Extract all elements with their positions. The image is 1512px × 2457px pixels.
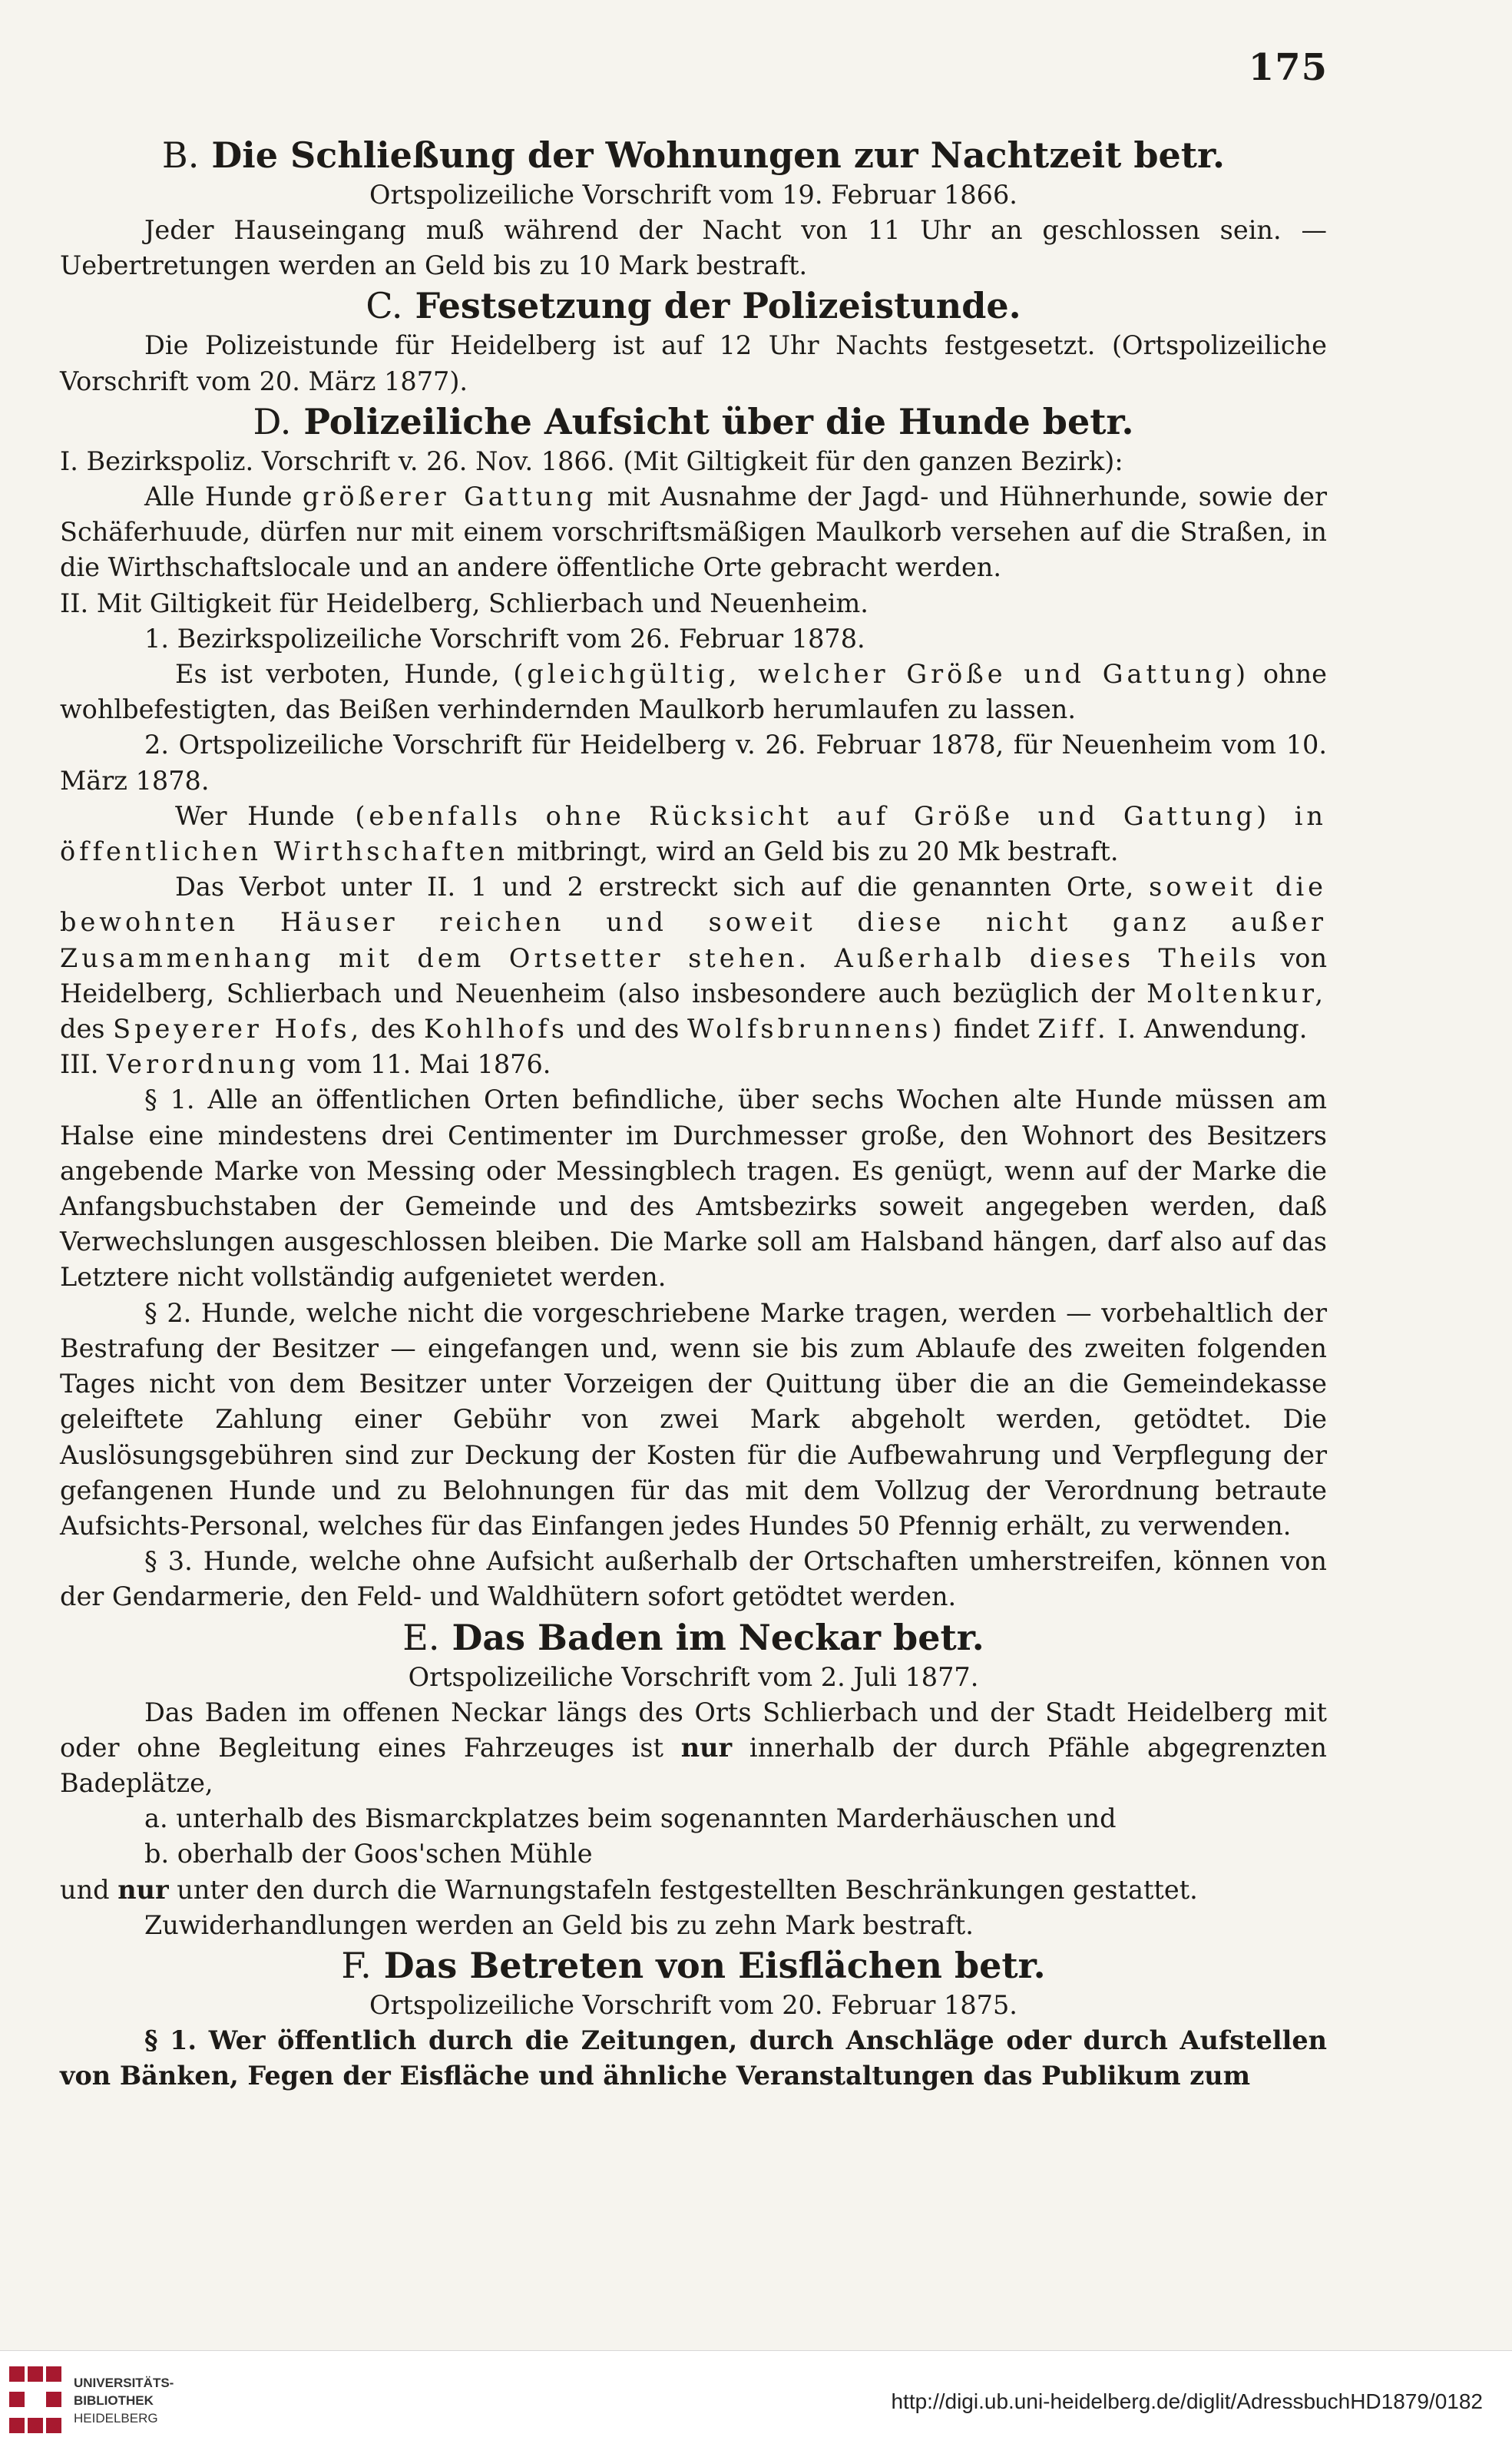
section-e-item-a: a. unterhalb des Bismarckplatzes beim sogenannten Marderhäuschen und	[144, 1803, 1117, 1834]
section-d-i-body	[60, 479, 1327, 586]
section-f-heading	[60, 1943, 1327, 1988]
section-c-letter: C.	[366, 285, 403, 327]
section-e-paragraph-2	[60, 1873, 1327, 1908]
page-number: 175	[1248, 46, 1328, 89]
section-e-paragraph-1	[60, 1695, 1327, 1802]
section-e-heading	[60, 1615, 1327, 1660]
e-p1-text-b: innerhalb der durch Pfähle abgegrenzten Badeplätze,	[60, 1732, 1328, 1798]
e-p1-text-a: Das Baden im offenen Neckar längs des Orts Schlierbach und der Stadt Heidelberg mit oder ohne Begleitung eines Fahrzeuges ist	[60, 1697, 1327, 1763]
d-ii1-text-b: ohne wohlbefestigten, das Beißen verhindernden Maulkorb herumlaufen zu lassen.	[60, 659, 1327, 725]
section-b-heading	[60, 133, 1327, 177]
section-d-i-heading: I. Bezirkspoliz. Vorschrift v. 26. Nov. 1866. (Mit Giltigkeit für den ganzen Bezirk):	[60, 445, 1123, 476]
section-d-ii-1-body	[60, 657, 1327, 727]
section-d-ii-2-body	[60, 799, 1327, 869]
e-p1-bold: nur	[680, 1732, 733, 1763]
d-ii2-spaced-4: Speyerer Hofs,	[113, 1014, 363, 1045]
logo-line-2: BIBLIOTHEK	[74, 2393, 154, 2408]
d-i-text-a: Alle Hunde	[144, 482, 293, 512]
section-f-paragraph-1: § 1. Wer öffentlich durch die Zeitungen, durch Anschläge oder durch Aufstellen von Bänken, Fegen der Eisfläche und ähnliche Veranstaltungen das Publikum zum	[60, 2025, 1327, 2091]
d-ii2-text-b: mitbringt, wird an Geld bis zu 20 Mk bestraft.	[516, 836, 1119, 867]
section-d-ii-heading: II. Mit Giltigkeit für Heidelberg, Schlierbach und Neuenheim.	[60, 588, 868, 618]
d-ii2-spaced-3: Moltenkur,	[1146, 978, 1327, 1008]
section-d-ii-1-heading: 1. Bezirkspolizeiliche Vorschrift vom 26. Februar 1878.	[144, 623, 865, 654]
footer-bar	[0, 2350, 1512, 2457]
section-d-letter: D.	[253, 400, 292, 442]
d-ii2-spaced-1: (ebenfalls ohne Rücksicht auf Größe und Gattung) in öffentlichen Wirthschaften	[60, 800, 1327, 867]
section-e-title: Das Baden im Neckar betr.	[452, 1616, 984, 1658]
section-d-ii-2-heading: 2. Ortspolizeiliche Vorschrift für Heidelberg v. 26. Februar 1878, für Neuenheim vom 10. März 1878.	[60, 730, 1327, 796]
d-i-text-b: mit Ausnahme der Jagd- und Hühnerhunde, sowie der Schäferhuude, dürfen nur mit einem vorschriftsmäßigen Maulkorb versehen auf die Straßen, in die Wirthschaftslocale und an andere öffentliche Orte gebracht werden.	[60, 482, 1327, 583]
d-ii2-spaced-7: Ziff.	[1037, 1014, 1110, 1045]
d-iii-num: III.	[60, 1049, 99, 1080]
section-d-iii-heading	[60, 1047, 1327, 1082]
section-b-letter: B.	[161, 134, 200, 176]
section-d-ii-2-scope	[60, 869, 1327, 1047]
logo-line-1: UNIVERSITÄTS-	[74, 2376, 174, 2390]
e-p2-bold: nur	[117, 1874, 169, 1905]
d-ii2-text-a: Wer Hunde	[175, 800, 335, 831]
d-ii2-text-i: I. Anwendung.	[1117, 1014, 1308, 1045]
source-url-link[interactable]: http://digi.ub.uni-heidelberg.de/diglit/AdressbuchHD1879/0182	[891, 2389, 1483, 2413]
d-ii2-text-g: und des	[576, 1014, 680, 1045]
library-logo-icon	[9, 2366, 63, 2440]
section-d-paragraph-3: § 3. Hunde, welche ohne Aufsicht außerhalb der Ortschaften umherstreifen, können von der Gendarmerie, den Feld- und Waldhütern sofort getödtet werden.	[60, 1546, 1327, 1612]
d-i-spaced: größerer Gattung	[302, 482, 597, 512]
section-c-heading	[60, 283, 1327, 328]
logo-line-3: HEIDELBERG	[74, 2411, 158, 2426]
e-p2-text-b: unter den durch die Warnungstafeln festgestellten Beschränkungen gestattet.	[177, 1874, 1198, 1905]
section-c-title: Festsetzung der Polizeistunde.	[415, 285, 1021, 327]
university-library-logo	[9, 2362, 194, 2446]
d-ii2-text-h: findet	[954, 1014, 1030, 1045]
section-e-letter: E.	[402, 1616, 440, 1658]
section-f-title: Das Betreten von Eisflächen betr.	[383, 1944, 1046, 1986]
d-ii1-spaced: (gleichgültig, welcher Größe und Gattung)	[513, 659, 1250, 690]
d-iii-date: vom 11. Mai 1876.	[307, 1049, 551, 1080]
section-e-item-b: b. oberhalb der Goos'schen Mühle	[144, 1839, 593, 1869]
d-ii2-text-e: des	[60, 1014, 105, 1045]
section-f-source: Ortspolizeiliche Vorschrift vom 20. Februar 1875.	[369, 1989, 1017, 2020]
section-b-title: Die Schließung der Wohnungen zur Nachtzeit betr.	[211, 134, 1226, 176]
section-f-letter: F.	[341, 1944, 372, 1986]
d-ii2-spaced-2: soweit die bewohnten Häuser reichen und soweit diese nicht ganz außer Zusammenhang mit dem Ortsetter stehen. Außerhalb dieses Theils	[60, 872, 1328, 973]
d-iii-spaced: Verordnung	[107, 1049, 299, 1080]
section-d-paragraph-2: § 2. Hunde, welche nicht die vorgeschriebene Marke tragen, werden — vorbehaltlich der Bestrafung der Besitzer — eingefangen und, wenn sie bis zum Ablaufe des zweiten folgenden Tages nicht von dem Besitzer unter Vorzeigen der Quittung über die an die Gemeindekasse geleiftete Zahlung einer Gebühr von zwei Mark abgeholt werden, getödtet. Die Auslösungsgebühren sind zur Deckung der Kosten für die Aufbewahrung und Verpflegung der gefangenen Hunde und zu Belohnungen für das mit dem Vollzug der Verordnung betraute Aufsichts-Personal, welches für das Einfangen jedes Hundes 50 Pfennig erhält, zu verwenden.	[60, 1297, 1327, 1541]
d-ii1-text-a: Es ist verboten, Hunde,	[175, 659, 500, 690]
library-logo-text	[74, 2374, 174, 2427]
section-d-paragraph-1: § 1. Alle an öffentlichen Orten befindliche, über sechs Wochen alte Hunde müssen am Halse eine mindestens drei Centimenter im Durchmesser große, den Wohnort des Besitzers angebende Marke von Messing oder Messingblech tragen. Es genügt, wenn auf der Marke die Anfangsbuchstaben der Gemeinde und des Amtsbezirks soweit angegeben werden, daß Verwechslungen ausgeschlossen bleiben. Die Marke soll am Halsband hängen, darf also auf das Letztere nicht vollständig aufgenietet werden.	[60, 1084, 1327, 1293]
section-d-title: Polizeiliche Aufsicht über die Hunde betr.	[303, 400, 1134, 442]
section-b-source: Ortspolizeiliche Vorschrift vom 19. Februar 1866.	[369, 180, 1017, 210]
d-ii2-text-d: von Heidelberg, Schlierbach und Neuenheim (also insbesondere auch bezüglich der	[60, 942, 1328, 1008]
d-ii2-spaced-5: Kohlhofs	[424, 1014, 568, 1045]
section-c-paragraph: Die Polizeistunde für Heidelberg ist auf 12 Uhr Nachts festgesetzt. (Ortspolizeiliche Vorschrift vom 20. März 1877).	[60, 330, 1327, 396]
page-text	[60, 42, 1327, 2094]
section-e-paragraph-3: Zuwiderhandlungen werden an Geld bis zu zehn Mark bestraft.	[144, 1909, 974, 1940]
d-ii2-text-f: des	[370, 1014, 416, 1045]
section-d-heading	[60, 399, 1327, 444]
section-e-source: Ortspolizeiliche Vorschrift vom 2. Juli 1877.	[408, 1661, 979, 1692]
e-p2-text-a: und	[60, 1874, 110, 1905]
d-ii2-spaced-6: Wolfsbrunnens)	[687, 1014, 946, 1045]
d-ii2-text-c: Das Verbot unter II. 1 und 2 erstreckt sich auf die genannten Orte,	[175, 872, 1134, 902]
section-b-paragraph: Jeder Hauseingang muß während der Nacht von 11 Uhr an geschlossen sein. — Uebertretungen werden an Geld bis zu 10 Mark bestraft.	[60, 215, 1327, 281]
